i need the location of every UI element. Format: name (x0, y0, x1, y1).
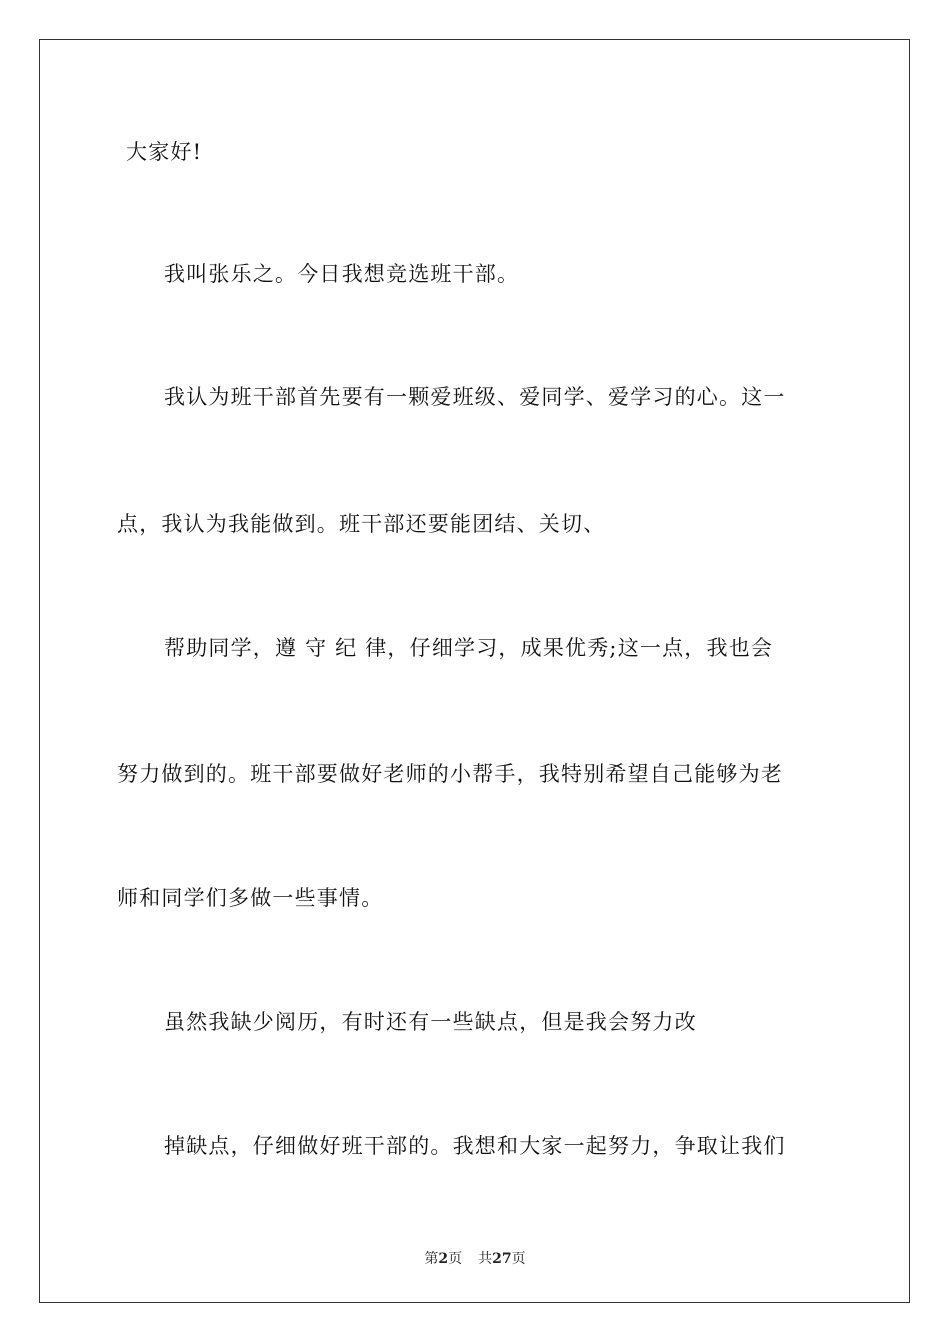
total-label-suffix: 页 (511, 1251, 526, 1267)
total-pages: 27 (492, 1251, 512, 1267)
text-line-paragraph-2-5: 师和同学们多做一些事情。 (117, 886, 384, 910)
text-line-paragraph-3-2: 掉缺点，仔细做好班干部的。我想和大家一起努力，争取让我们 (164, 1134, 786, 1158)
text-line-greeting: 大家好! (126, 140, 203, 164)
text-line-paragraph-2-4: 努力做到的。班干部要做好老师的小帮手，我特别希望自己能够为老 (117, 762, 783, 786)
page-number: 2 (438, 1251, 449, 1267)
page-label-suffix: 页 (448, 1251, 463, 1267)
total-label-prefix: 共 (478, 1251, 493, 1267)
page-border (39, 39, 910, 1303)
text-line-paragraph-2-1: 我认为班干部首先要有一颗爱班级、爱同学、爱学习的心。这一 (164, 385, 786, 409)
text-line-paragraph-3-1: 虽然我缺少阅历，有时还有一些缺点，但是我会努力改 (164, 1010, 697, 1034)
text-line-paragraph-2-3: 帮助同学，遵 守 纪 律，仔细学习，成果优秀;这一点，我也会 (164, 636, 774, 660)
text-line-paragraph-2-2: 点，我认为我能做到。班干部还要能团结、关切、 (117, 512, 606, 536)
text-line-introduction: 我叫张乐之。今日我想竞选班干部。 (164, 262, 520, 286)
page-label-prefix: 第 (424, 1251, 439, 1267)
page-footer (0, 1248, 950, 1268)
